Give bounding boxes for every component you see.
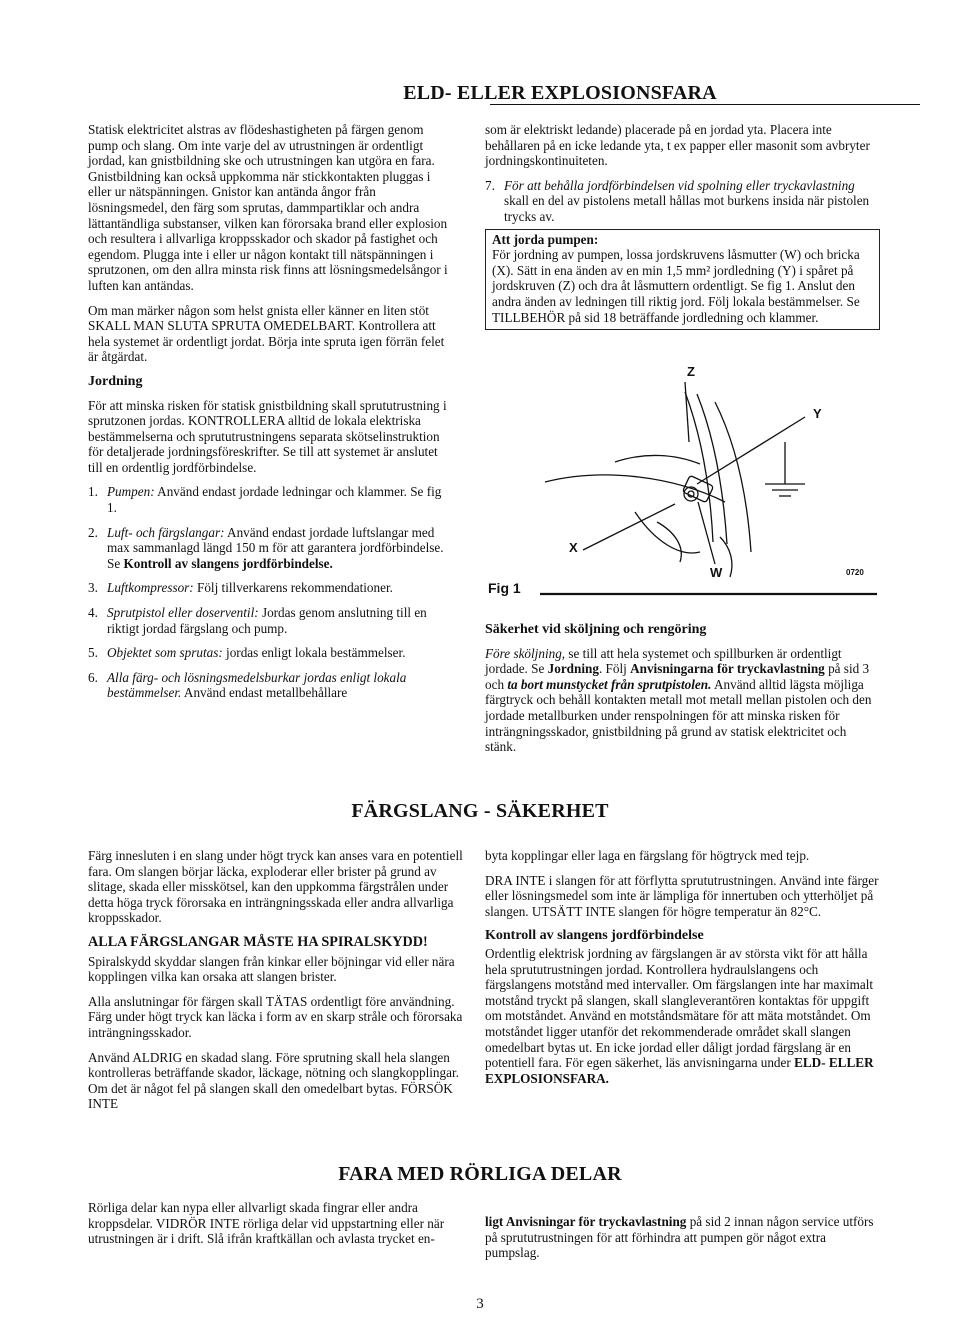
fire-right-column bbox=[485, 122, 880, 330]
container-paragraph: som är elektriskt ledande) placerade på en jordad yta. Placera inte behållaren på en icke ledande yta, t ex papper eller masonit som avbryter jordningskontinuiteten. bbox=[485, 122, 870, 169]
fire-left-column bbox=[88, 122, 453, 710]
figure-1-pump-grounding bbox=[485, 364, 880, 602]
moving-parts-continued bbox=[485, 1214, 880, 1261]
hose-repair-paragraph: byta kopplingar eller laga en färgslang för högtryck med tejp. bbox=[485, 848, 810, 863]
grounding-item-7 bbox=[485, 178, 880, 225]
flush-safety-title: Säkerhet vid sköljning och rengöring bbox=[485, 622, 707, 637]
grounding-item-5 bbox=[88, 645, 453, 661]
label-y: Y bbox=[813, 406, 822, 421]
item-reference: Kontroll av slangens jordförbindelse. bbox=[123, 555, 333, 571]
item-number: 4. bbox=[88, 605, 98, 621]
spiral-guard-warning: ALLA FÄRGSLANGAR MÅSTE HA SPIRALSKYDD! bbox=[88, 933, 428, 950]
item-number: 7. bbox=[485, 177, 495, 193]
hose-ground-text: Ordentlig elektrisk jordning av färgslangen är av största vikt för att hålla hela sprututrustningen jordad. Kontrollera hydraulslangens och färgslangens motstånd med intervaller. Om färgslangen inte har maximalt motstånd tryckt på slangen, skall slangleverantören kontaktas för uppgift om motståndet. Använd en motståndsmätare för att mäta motståndet. Om motståndet ligger utanför det rekommenderade området skall slangen omedelbart bytas ut. En icke jordad eller dåligt jordad färgslang är en potentiell fara. För egen säkerhet, läs anvisningarna under bbox=[485, 945, 874, 1071]
item-number: 2. bbox=[88, 524, 98, 540]
figure-caption: Fig 1 bbox=[488, 580, 521, 596]
flush-text-2: . Följ bbox=[598, 661, 631, 677]
item-text: Använd endast jordade luftslangar med max sammanlagd längd 150 m för att garantera jordförbindelse. Se bbox=[107, 524, 444, 571]
item-label: Sprutpistol eller doserventil: bbox=[107, 605, 259, 621]
grounding-item-1 bbox=[88, 484, 453, 515]
item-label: Luftkompressor: bbox=[107, 580, 194, 596]
ref-pressure-relief-2: ligt Anvisningar för tryckavlastning bbox=[485, 1214, 687, 1229]
grounding-item-2 bbox=[88, 525, 453, 572]
hose-right-column bbox=[485, 848, 880, 1095]
page-number: 3 bbox=[476, 1296, 484, 1312]
figure-code: 0720 bbox=[846, 568, 864, 577]
heading-fire-explosion: ELD- ELLER EXPLOSIONSFARA bbox=[403, 82, 717, 104]
flush-text-1: se till att hela systemet och spillburken är ordentligt jordade. Se bbox=[485, 645, 842, 677]
item-text: jordas enligt lokala bestämmelser. bbox=[222, 645, 406, 661]
grounding-item-3 bbox=[88, 580, 453, 596]
item-label: Luft- och färgslangar: bbox=[107, 524, 225, 540]
item-text: Jordas genom anslutning till en riktigt jordad färgslang och pump. bbox=[107, 605, 427, 636]
grounding-item-6 bbox=[88, 670, 453, 701]
flush-safety-paragraph bbox=[485, 646, 880, 755]
label-w: W bbox=[710, 565, 723, 580]
seal-connections-paragraph: Alla anslutningar för färgen skall TÄTAS ordentligt före användning. Färg under högt tryck kan läcka i form av en skarp stråle och förorsaka inträngningsskador. bbox=[88, 993, 463, 1040]
heading-hose-safety: FÄRGSLANG - SÄKERHET bbox=[351, 800, 609, 822]
item-text: Använd endast metallbehållare bbox=[181, 685, 348, 701]
pump-grounding-title: Att jorda pumpen: bbox=[492, 231, 599, 247]
ref-fire-explosion: ELD- ELLER EXPLOSIONSFARA. bbox=[485, 1055, 874, 1086]
heading-moving-parts: FARA MED RÖRLIGA DELAR bbox=[338, 1163, 622, 1185]
flush-lead: Före sköljning, bbox=[485, 645, 566, 661]
hose-handling-paragraph: DRA INTE i slangen för att förflytta sprututrustningen. Använd inte färger eller lösningsmedel som inte är lämpliga för innertuben och ytterhöljet på slangen. UTSÄTT INTE slangen för högre temperatur än 82°C. bbox=[485, 872, 879, 919]
hose-ground-check-paragraph bbox=[485, 946, 880, 1086]
item-number: 5. bbox=[88, 645, 98, 661]
moving-right-column bbox=[485, 1214, 880, 1270]
item-text: Använd endast jordade ledningar och klammer. Se fig 1. bbox=[107, 484, 442, 516]
item-text: skall en del av pistolens metall hållas mot burkens insida när pistolen trycks av. bbox=[504, 193, 870, 224]
item-label: Objektet som sprutas: bbox=[107, 645, 223, 661]
grounding-intro: För att minska risken för statisk gnistbildning skall sprututrustning i sprutzonen jordas. KONTROLLERA alltid de lokala elektriska bestämmelserna och sprututrustningens separata skötselinstruktion för detaljerade jordningsföreskrifter. Se till att systemet är anslutet till en ordentlig jordförbindelse. bbox=[88, 397, 447, 475]
grounding-title: Jordning bbox=[88, 373, 143, 389]
item-label: Alla färg- och lösningsmedelsburkar jordas enligt lokala bestämmelser. bbox=[107, 669, 407, 701]
flush-text-4: Använd alltid lägsta möjliga färgtryck och behåll kontakten metall mot metall mellan pistolen och den jordade metallburken under renspolningen för att minska risken för inträngningsskador, gnistbildning på grund av statisk elektricitet och stänk. bbox=[485, 676, 872, 755]
item-number: 1. bbox=[88, 484, 98, 500]
spark-warning-paragraph: Om man märker någon som helst gnista eller känner en liten stöt SKALL MAN SLUTA SPRUTA OMEDELBART. Kontrollera att hela systemet är ordentligt jordat. Börja inte spruta igen förrän felet är åtgärdat. bbox=[88, 302, 445, 365]
pump-grounding-box bbox=[485, 229, 880, 331]
hose-ground-check-title: Kontroll av slangens jordförbindelse bbox=[485, 928, 704, 944]
ref-jordning: Jordning bbox=[547, 661, 599, 677]
damaged-hose-paragraph: Använd ALDRIG en skadad slang. Före sprutning skall hela slangen kontrolleras beträffande skador, läckage, nötning och slangkopplingar. Om det är något fel på slangen skall den omedelbart bytas. FÖRSÖK INTE bbox=[88, 1049, 459, 1112]
moving-text: på sid 2 innan någon service utförs på sprututrustningen för att förhindra att pumpen gör något extra pumpslag. bbox=[485, 1214, 874, 1261]
heading-rule bbox=[490, 104, 920, 105]
flush-safety-section bbox=[485, 622, 880, 764]
item-label: För att behålla jordförbindelsen vid spolning eller tryckavlastning bbox=[504, 177, 855, 193]
hose-left-column bbox=[88, 848, 473, 1121]
spiral-guard-paragraph: Spiralskydd skyddar slangen från kinkar eller böjningar vid eller nära kopplingen vilka kan orsaka att slangen brister. bbox=[88, 953, 455, 985]
moving-left-column bbox=[88, 1200, 453, 1256]
label-x: X bbox=[569, 540, 578, 555]
grounding-item-4 bbox=[88, 605, 453, 636]
static-electricity-paragraph: Statisk elektricitet alstras av flödeshastigheten på färgen genom pump och slang. Om inte varje del av utrustningen är ordentligt jordad, kan gnistbildning ske och utrustningen kan utgöra en fara. Gnistbildning kan också uppkomma när stickkontakten pluggas i eller ur nätspänningen. Gnistor kan antända ångor från lösningsmedel, den färg som sprutas, dammpartiklar och andra lättantändliga substanser, vilken kan förorsaka brand eller explosion och resultera i allvarliga kroppsskador och skador på fastighet och egendom. Plugga inte i eller ur någon kontakt till nätspänningen i sprutzonen, om den allra minsta risk finns att lösningsmedelsångor i luften kan antändas. bbox=[88, 122, 448, 293]
label-z: Z bbox=[687, 364, 695, 379]
remove-tip-instruction: ta bort munstycket från sprutpistolen. bbox=[507, 676, 712, 692]
pump-grounding-text: För jordning av pumpen, lossa jordskruvens låsmutter (W) och bricka (X). Sätt in ena änden av en min 1,5 mm² jordledning (Y) i spåret på jordskruven (Z) och dra åt låsmuttern ordentligt. Se fig 1. Anslut den andra änden av ledningen till riktig jord. Följ lokala bestämmelser. Se TILLBEHÖR på sid 18 beträffande jordledning och klammer. bbox=[492, 247, 860, 325]
ref-pressure-relief: Anvisningarna för tryckavlastning bbox=[630, 661, 825, 677]
item-label: Pumpen: bbox=[107, 484, 155, 500]
flush-text-3: på sid 3 och bbox=[485, 661, 870, 692]
item-text: Följ tillverkarens rekommendationer. bbox=[193, 580, 393, 596]
item-number: 3. bbox=[88, 580, 98, 596]
item-number: 6. bbox=[88, 669, 98, 685]
hose-danger-paragraph: Färg innesluten i en slang under högt tryck kan anses vara en potentiell fara. Om slangen börjar läcka, exploderar eller brister på grund av slitage, skada eller misskötsel, kan den uppkomma färgstrålen under detta höga tryck förorsaka en inträngningsskada eller andra allvarliga kroppsskador. bbox=[88, 848, 463, 926]
moving-parts-paragraph: Rörliga delar kan nypa eller allvarligt skada fingrar eller andra kroppsdelar. VIDRÖR INTE rörliga delar vid uppstartning eller när utrustningen är i drift. Slå ifrån kraftkällan och avlasta trycket en- bbox=[88, 1200, 445, 1247]
